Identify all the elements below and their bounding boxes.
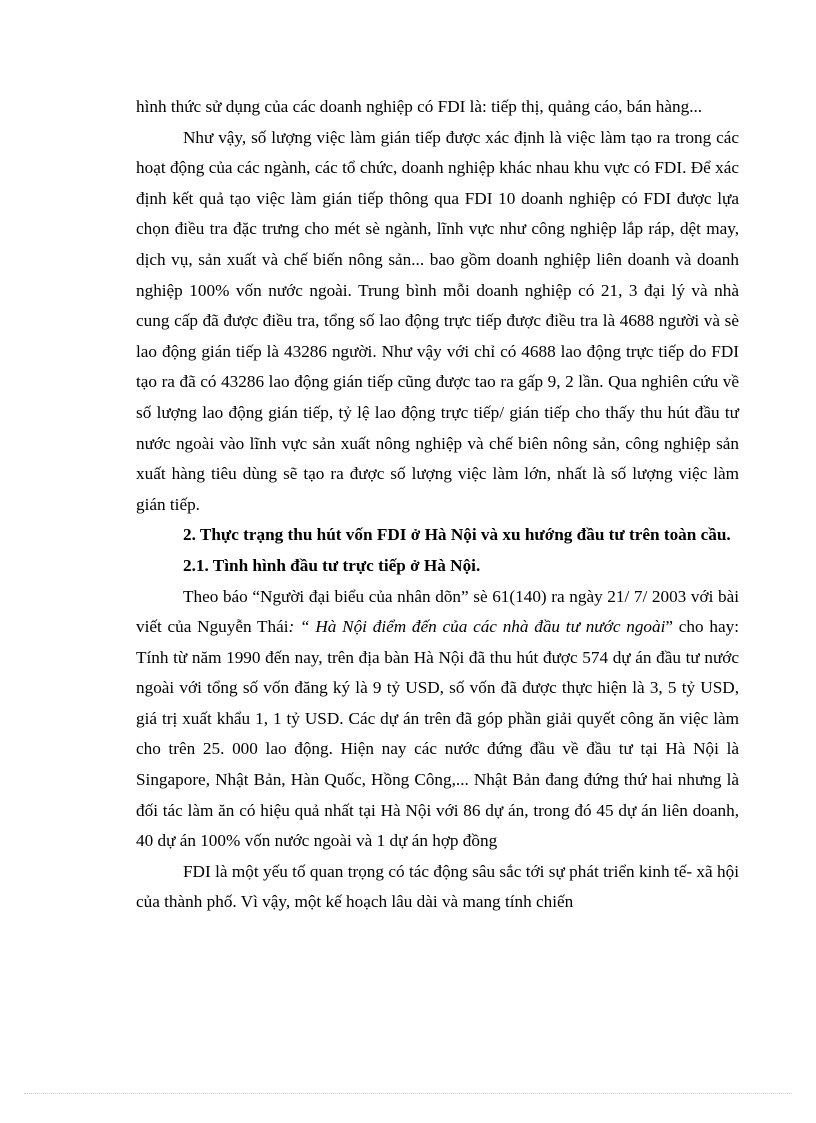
report-text-before: Theo báo “Người đại biểu của nhân dõn” sè 61(140) ra ngày 21/ 7/ 2003 với bài viết của Nguyễn Thái xyxy=(136,586,739,637)
paragraph-indirect-employment: Như vậy, số lượng việc làm gián tiếp được xác định là việc làm tạo ra trong các hoạt động của các ngành, các tổ chức, doanh nghiệp khác nhau khu vực có FDI. Để xác định kết quả tạo việc làm gián tiếp thông qua FDI 10 doanh nghiệp có FDI được lựa chọn điều tra đặc trưng cho mét sè ngành, lĩnh vực như công nghiệp lắp ráp, dệt may, dịch vụ, sản xuất và chế biến nông sản... bao gồm doanh nghiệp liên doanh và doanh nghiệp 100% vốn nước ngoài. Trung bình mỗi doanh nghiệp có 21, 3 đại lý và nhà cung cấp đã được điều tra, tổng số lao động trực tiếp được điều tra là 4688 người và sè lao động gián tiếp là 43286 người. Như vậy với chỉ có 4688 lao động trực tiếp do FDI tạo ra đã có 43286 lao động gián tiếp cũng được tao ra gấp 9, 2 lần. Qua nghiên cứu về số lượng lao động gián tiếp, tỷ lệ lao động trực tiếp/ gián tiếp cho thấy thu hút đầu tư nước ngoài vào lĩnh vực sản xuất nông nghiệp và chế biên nông sản, công nghiệp sản xuất hàng tiêu dùng sẽ tạo ra được số lượng việc làm lớn, nhất là số lượng việc làm gián tiếp. xyxy=(136,127,739,514)
report-text-after: ” cho hay: Tính từ năm 1990 đến nay, trên địa bàn Hà Nội đã thu hút được 574 dự án đầu tư nước ngoài với tổng số vốn đăng ký là 9 tỷ USD, số vốn đã được thực hiện là 3, 5 tỷ USD, giá trị xuất khẩu 1, 1 tỷ USD. Các dự án trên đã góp phần giải quyết công ăn việc làm cho trên 25. 000 lao động. Hiện nay các nước đứng đầu về đầu tư tại Hà Nội là Singapore, Nhật Bản, Hàn Quốc, Hồng Công,... Nhật Bản đang đứng thứ hai nhưng là đối tác làm ăn có hiệu quả nhất tại Hà Nội với 86 dự án, trong đó 45 dự án liên doanh, 40 dự án 100% vốn nước ngoài và 1 dự án hợp đồng xyxy=(136,617,739,851)
subsection-heading-2-1: 2.1. Tình hình đầu tư trực tiếp ở Hà Nội. xyxy=(183,555,481,575)
page-bottom-divider xyxy=(24,1093,792,1094)
document-page xyxy=(136,92,739,918)
paragraph-fdi-importance: FDI là một yếu tố quan trọng có tác động sâu sắc tới sự phát triển kinh tế- xã hội của thành phố. Vì vậy, một kế hoạch lâu dài và mang tính chiến xyxy=(136,861,739,912)
paragraph-continuation: hình thức sử dụng của các doanh nghiệp có FDI là: tiếp thị, quảng cáo, bán hàng... xyxy=(136,97,703,116)
paragraph-newspaper-report xyxy=(136,582,739,857)
article-title: : “ Hà Nội điểm đến của các nhà đầu tư nước ngoài xyxy=(288,617,666,637)
section-heading-2: 2. Thực trạng thu hút vốn FDI ở Hà Nội và xu hướng đầu tư trên toàn cầu. xyxy=(183,525,731,545)
